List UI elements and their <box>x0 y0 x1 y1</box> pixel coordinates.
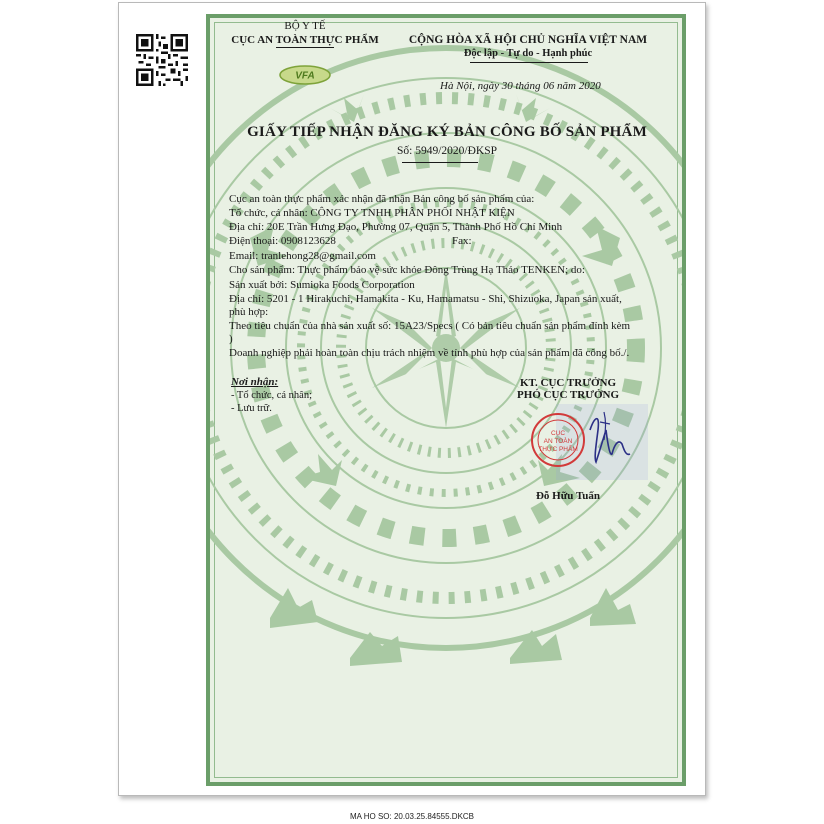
motto-underline <box>470 62 588 63</box>
body-line: ) <box>229 333 233 345</box>
record-code: MA HO SO: 20.03.25.84555.DKCB <box>349 812 475 821</box>
national-motto: Độc lập - Tự do - Hạnh phúc <box>463 48 593 59</box>
document-number: Số: 5949/2020/ĐKSP <box>396 145 497 157</box>
svg-text:VFA: VFA <box>295 70 315 82</box>
body-line: Theo tiêu chuẩn của nhà sản xuất số: 15A23/Specs ( Có bản tiêu chuẩn sản phẩm đính kèm <box>229 320 631 332</box>
body-line: Doanh nghiệp phải hoàn toàn chịu trách nhiệm về tính phù hợp của sản phẩm đã công bố./. <box>229 347 630 359</box>
signature-title-2: PHÓ CỤC TRƯỞNG <box>516 389 620 401</box>
ministry-name: BỘ Y TẾ <box>284 20 326 32</box>
body-line: Tổ chức, cá nhân: CÔNG TY TNHH PHÂN PHỐI NHẬT KIỆN <box>229 207 515 219</box>
body-line: Điện thoại: 0908123628 <box>229 235 336 247</box>
country-name: CỘNG HÒA XÃ HỘI CHỦ NGHĨA VIỆT NAM <box>408 34 648 46</box>
date-place: Hà Nội, ngày 30 tháng 06 năm 2020 <box>440 80 601 92</box>
document-title: GIẤY TIẾP NHẬN ĐĂNG KÝ BẢN CÔNG BỐ SẢN PHẨM <box>247 124 647 140</box>
title-underline <box>402 162 478 163</box>
handwritten-signature <box>560 400 640 470</box>
vfa-logo-icon <box>278 64 332 86</box>
agency-underline <box>276 47 334 48</box>
body-line: Địa chỉ: 20E Trần Hưng Đạo, Phường 07, Quận 5, Thành Phố Hồ Chí Minh <box>229 221 563 233</box>
signer-name: Đỗ Hữu Tuấn <box>535 490 601 502</box>
signature-title-1: KT. CỤC TRƯỞNG <box>519 377 617 389</box>
recipients-heading: Nơi nhận: <box>231 376 279 388</box>
qr-code-icon <box>136 34 188 86</box>
body-line: Cho sản phẩm: Thực phẩm bảo vệ sức khỏe Đông Trùng Hạ Thảo TENKEN; do: <box>229 264 585 276</box>
recipient-item: - Lưu trữ. <box>231 403 272 414</box>
body-line: phù hợp: <box>229 306 269 318</box>
body-line: Địa chỉ: 5201 - 1 Hirakuchi, Hamakita - Ku, Hamamatsu - Shi, Shizuoka, Japan sản xuất, <box>229 293 622 305</box>
body-line: Sản xuất bởi: Sumioka Foods Corporation <box>229 279 415 291</box>
svg-text:THỰC PHẨM: THỰC PHẨM <box>538 446 578 453</box>
body-line: Cục an toàn thực phẩm xác nhận đã nhận Bản công bố sản phẩm của: <box>229 193 535 205</box>
agency-name: CỤC AN TOÀN THỰC PHẨM <box>231 34 379 46</box>
body-line: Email: tranlehong28@gmail.com <box>229 250 376 262</box>
svg-text:AN TOÀN: AN TOÀN <box>543 438 573 445</box>
svg-text:CỤC: CỤC <box>550 430 566 437</box>
recipient-item: - Tổ chức, cá nhân; <box>231 390 313 401</box>
fax-label: Fax: <box>452 235 472 247</box>
